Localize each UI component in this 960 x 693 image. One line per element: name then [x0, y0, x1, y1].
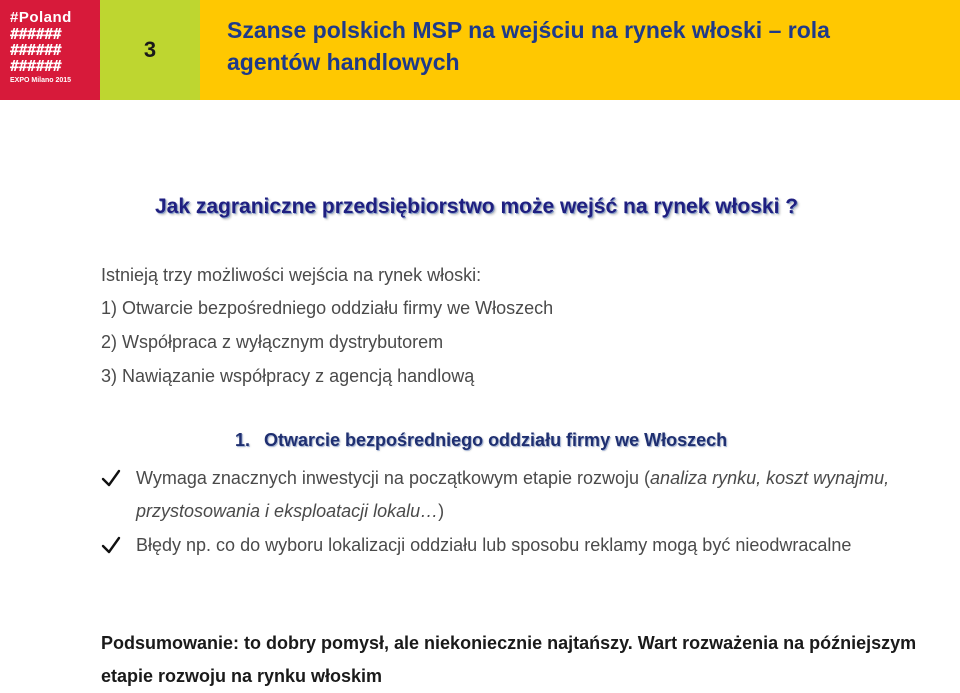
slide-title: Szanse polskich MSP na wejściu na rynek włoski – rola agentów handlowych [227, 17, 830, 75]
logo-line-1: #Poland [10, 9, 72, 26]
option-3: 3) Nawiązanie współpracy z agencją handlową [101, 366, 475, 386]
bullet-investment-italic: analiza rynku, koszt wynajmu, przystosowania i eksploatacji lokalu… [136, 468, 890, 521]
option-2: 2) Współpraca z wyłącznym dystrybutorem [101, 332, 444, 352]
option-1: 1) Otwarcie bezpośredniego oddziału firmy we Włoszech [101, 298, 554, 318]
logo-line-2: ###### [10, 25, 62, 43]
bullet-investment [136, 462, 906, 528]
checkmark-icon [100, 534, 122, 556]
logo-line-5: EXPO Milano 2015 [10, 77, 72, 84]
bullet-investment-end: ) [438, 501, 445, 521]
section-heading [235, 430, 727, 451]
checkmark-icon [100, 467, 122, 489]
logo-line-4: ###### [10, 57, 62, 75]
slide-header [0, 0, 960, 100]
title-bar [200, 0, 960, 100]
summary-text: Podsumowanie: to dobry pomysł, ale niekoniecznie najtańszy. Wart rozważenia na późniejszym etapie rozwoju na rynku włoskim [101, 633, 917, 686]
section-number: 1. [235, 430, 251, 450]
bullet-investment-text: Wymaga znacznych inwestycji na początkowym etapie rozwoju ( [136, 468, 651, 488]
bullet-errors: Błędy np. co do wyboru lokalizacji oddziału lub sposobu reklamy mogą być nieodwracalne [136, 535, 852, 555]
logo-line-3: ###### [10, 41, 62, 59]
slide-number: 3 [100, 0, 200, 100]
poland-expo-logo [0, 0, 100, 100]
intro-text: Istnieją trzy możliwości wejścia na rynek włoski: [101, 265, 482, 285]
section-title: Otwarcie bezpośredniego oddziału firmy we Włoszech [264, 430, 728, 450]
question-heading: Jak zagraniczne przedsiębiorstwo może wejść na rynek włoski ? [155, 195, 799, 218]
